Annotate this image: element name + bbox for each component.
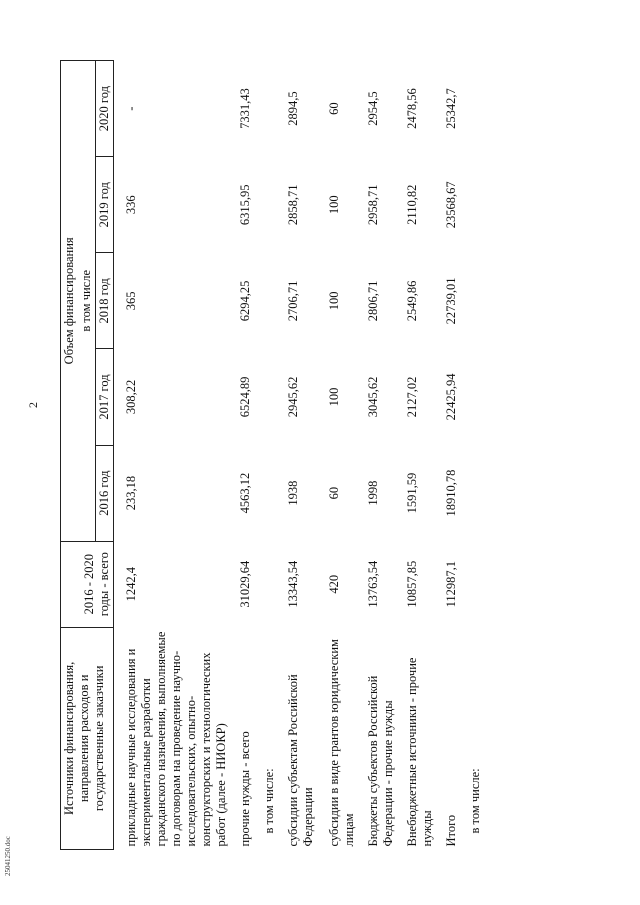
row-value: 22425,94 — [444, 373, 458, 421]
header-year: 2018 год — [96, 253, 114, 349]
row-total — [254, 541, 278, 627]
header-sources: Источники финансирования, направления расходов и государственные заказчики — [61, 627, 114, 849]
row-total: 112987,1 — [444, 560, 458, 608]
table-row — [230, 61, 254, 850]
row-value: 25342,7 — [444, 88, 458, 129]
row-label: в том числе: — [262, 768, 276, 834]
document-code: 25041250.doc — [4, 836, 12, 876]
header-total: 2016 - 2020 годы - всего — [61, 541, 114, 627]
row-value: 6315,95 — [238, 184, 252, 226]
row-value: 100 — [327, 387, 341, 407]
row-value — [254, 61, 278, 157]
row-total: 13343,54 — [286, 560, 300, 608]
row-label: в том числе: — [468, 768, 482, 834]
row-value — [460, 61, 484, 157]
row-value: 2958,71 — [366, 184, 380, 226]
header-year: 2019 год — [96, 157, 114, 253]
row-value — [460, 445, 484, 541]
row-value: 336 — [124, 195, 138, 215]
financing-table — [60, 60, 484, 850]
row-value: 6524,89 — [238, 376, 252, 418]
table-row — [317, 61, 358, 850]
row-label: прочие нужды - всего — [238, 731, 252, 847]
row-total: 420 — [327, 574, 341, 594]
header-year: 2016 год — [96, 445, 114, 541]
row-value: 100 — [327, 291, 341, 311]
row-value: 60 — [327, 486, 341, 500]
row-value: 1998 — [366, 480, 380, 506]
row-value: 6294,25 — [238, 280, 252, 322]
row-value: 2127,02 — [405, 376, 419, 418]
rotated-table-container — [60, 60, 620, 850]
table-body — [114, 61, 485, 850]
row-label: субсидии в виде грантов юридическим лицам — [327, 639, 356, 847]
row-label: Итого — [444, 814, 458, 847]
header-year: 2020 год — [96, 61, 114, 157]
row-value — [254, 253, 278, 349]
row-value — [460, 157, 484, 253]
row-value — [460, 349, 484, 445]
table-header — [61, 61, 114, 850]
row-value: 2706,71 — [286, 280, 300, 322]
row-total: 10857,85 — [405, 560, 419, 608]
row-value — [460, 253, 484, 349]
row-value: 1591,59 — [405, 472, 419, 514]
table-row — [358, 61, 397, 850]
header-including: в том числе — [78, 61, 96, 542]
row-value — [254, 445, 278, 541]
row-value: 2858,71 — [286, 184, 300, 226]
row-value — [254, 157, 278, 253]
row-value — [254, 349, 278, 445]
row-total — [460, 541, 484, 627]
row-total: 1242,4 — [124, 567, 138, 602]
table-row — [397, 61, 436, 850]
row-value: 308,22 — [124, 379, 138, 415]
table-row — [254, 61, 278, 850]
row-value: 233,18 — [124, 475, 138, 511]
row-value: 2806,71 — [366, 280, 380, 322]
row-value: 365 — [124, 291, 138, 311]
page-number: 2 — [26, 402, 40, 408]
table-row — [460, 61, 484, 850]
row-value: 23568,67 — [444, 181, 458, 229]
row-value: 100 — [327, 195, 341, 215]
row-value: 2478,56 — [405, 88, 419, 129]
row-value: 18910,78 — [444, 469, 458, 517]
row-value: 2945,62 — [286, 376, 300, 418]
row-label: прикладные научные исследования и экспериментальные разработки гражданского назначения, выполняемые по договорам на проведение научно-исследовательских, опытно-конструкторских и технологических работ (далее - НИОКР) — [124, 631, 228, 847]
row-value: 2110,82 — [405, 184, 419, 225]
header-volume: Объем финансирования — [61, 61, 79, 542]
row-total: 31029,64 — [238, 560, 252, 608]
header-year: 2017 год — [96, 349, 114, 445]
table-row — [436, 61, 460, 850]
row-value: 2549,86 — [405, 280, 419, 322]
row-value: 7331,43 — [238, 88, 252, 129]
row-value: - — [124, 106, 138, 111]
row-label: субсидии субъектам Российской Федерации — [286, 674, 315, 847]
row-value: 60 — [327, 102, 341, 115]
row-value: 22739,01 — [444, 277, 458, 325]
row-value: 2894,5 — [286, 91, 300, 126]
row-value: 1938 — [286, 480, 300, 506]
row-label: Бюджеты субъектов Российской Федерации - прочие нужды — [366, 675, 395, 847]
row-value: 3045,62 — [366, 376, 380, 418]
row-total: 13763,54 — [366, 560, 380, 608]
table-row — [114, 61, 231, 850]
row-label: Внебюджетные источники - прочие нужды — [405, 657, 434, 847]
row-value: 2954,5 — [366, 91, 380, 126]
row-value: 4563,12 — [238, 472, 252, 514]
table-row — [278, 61, 317, 850]
